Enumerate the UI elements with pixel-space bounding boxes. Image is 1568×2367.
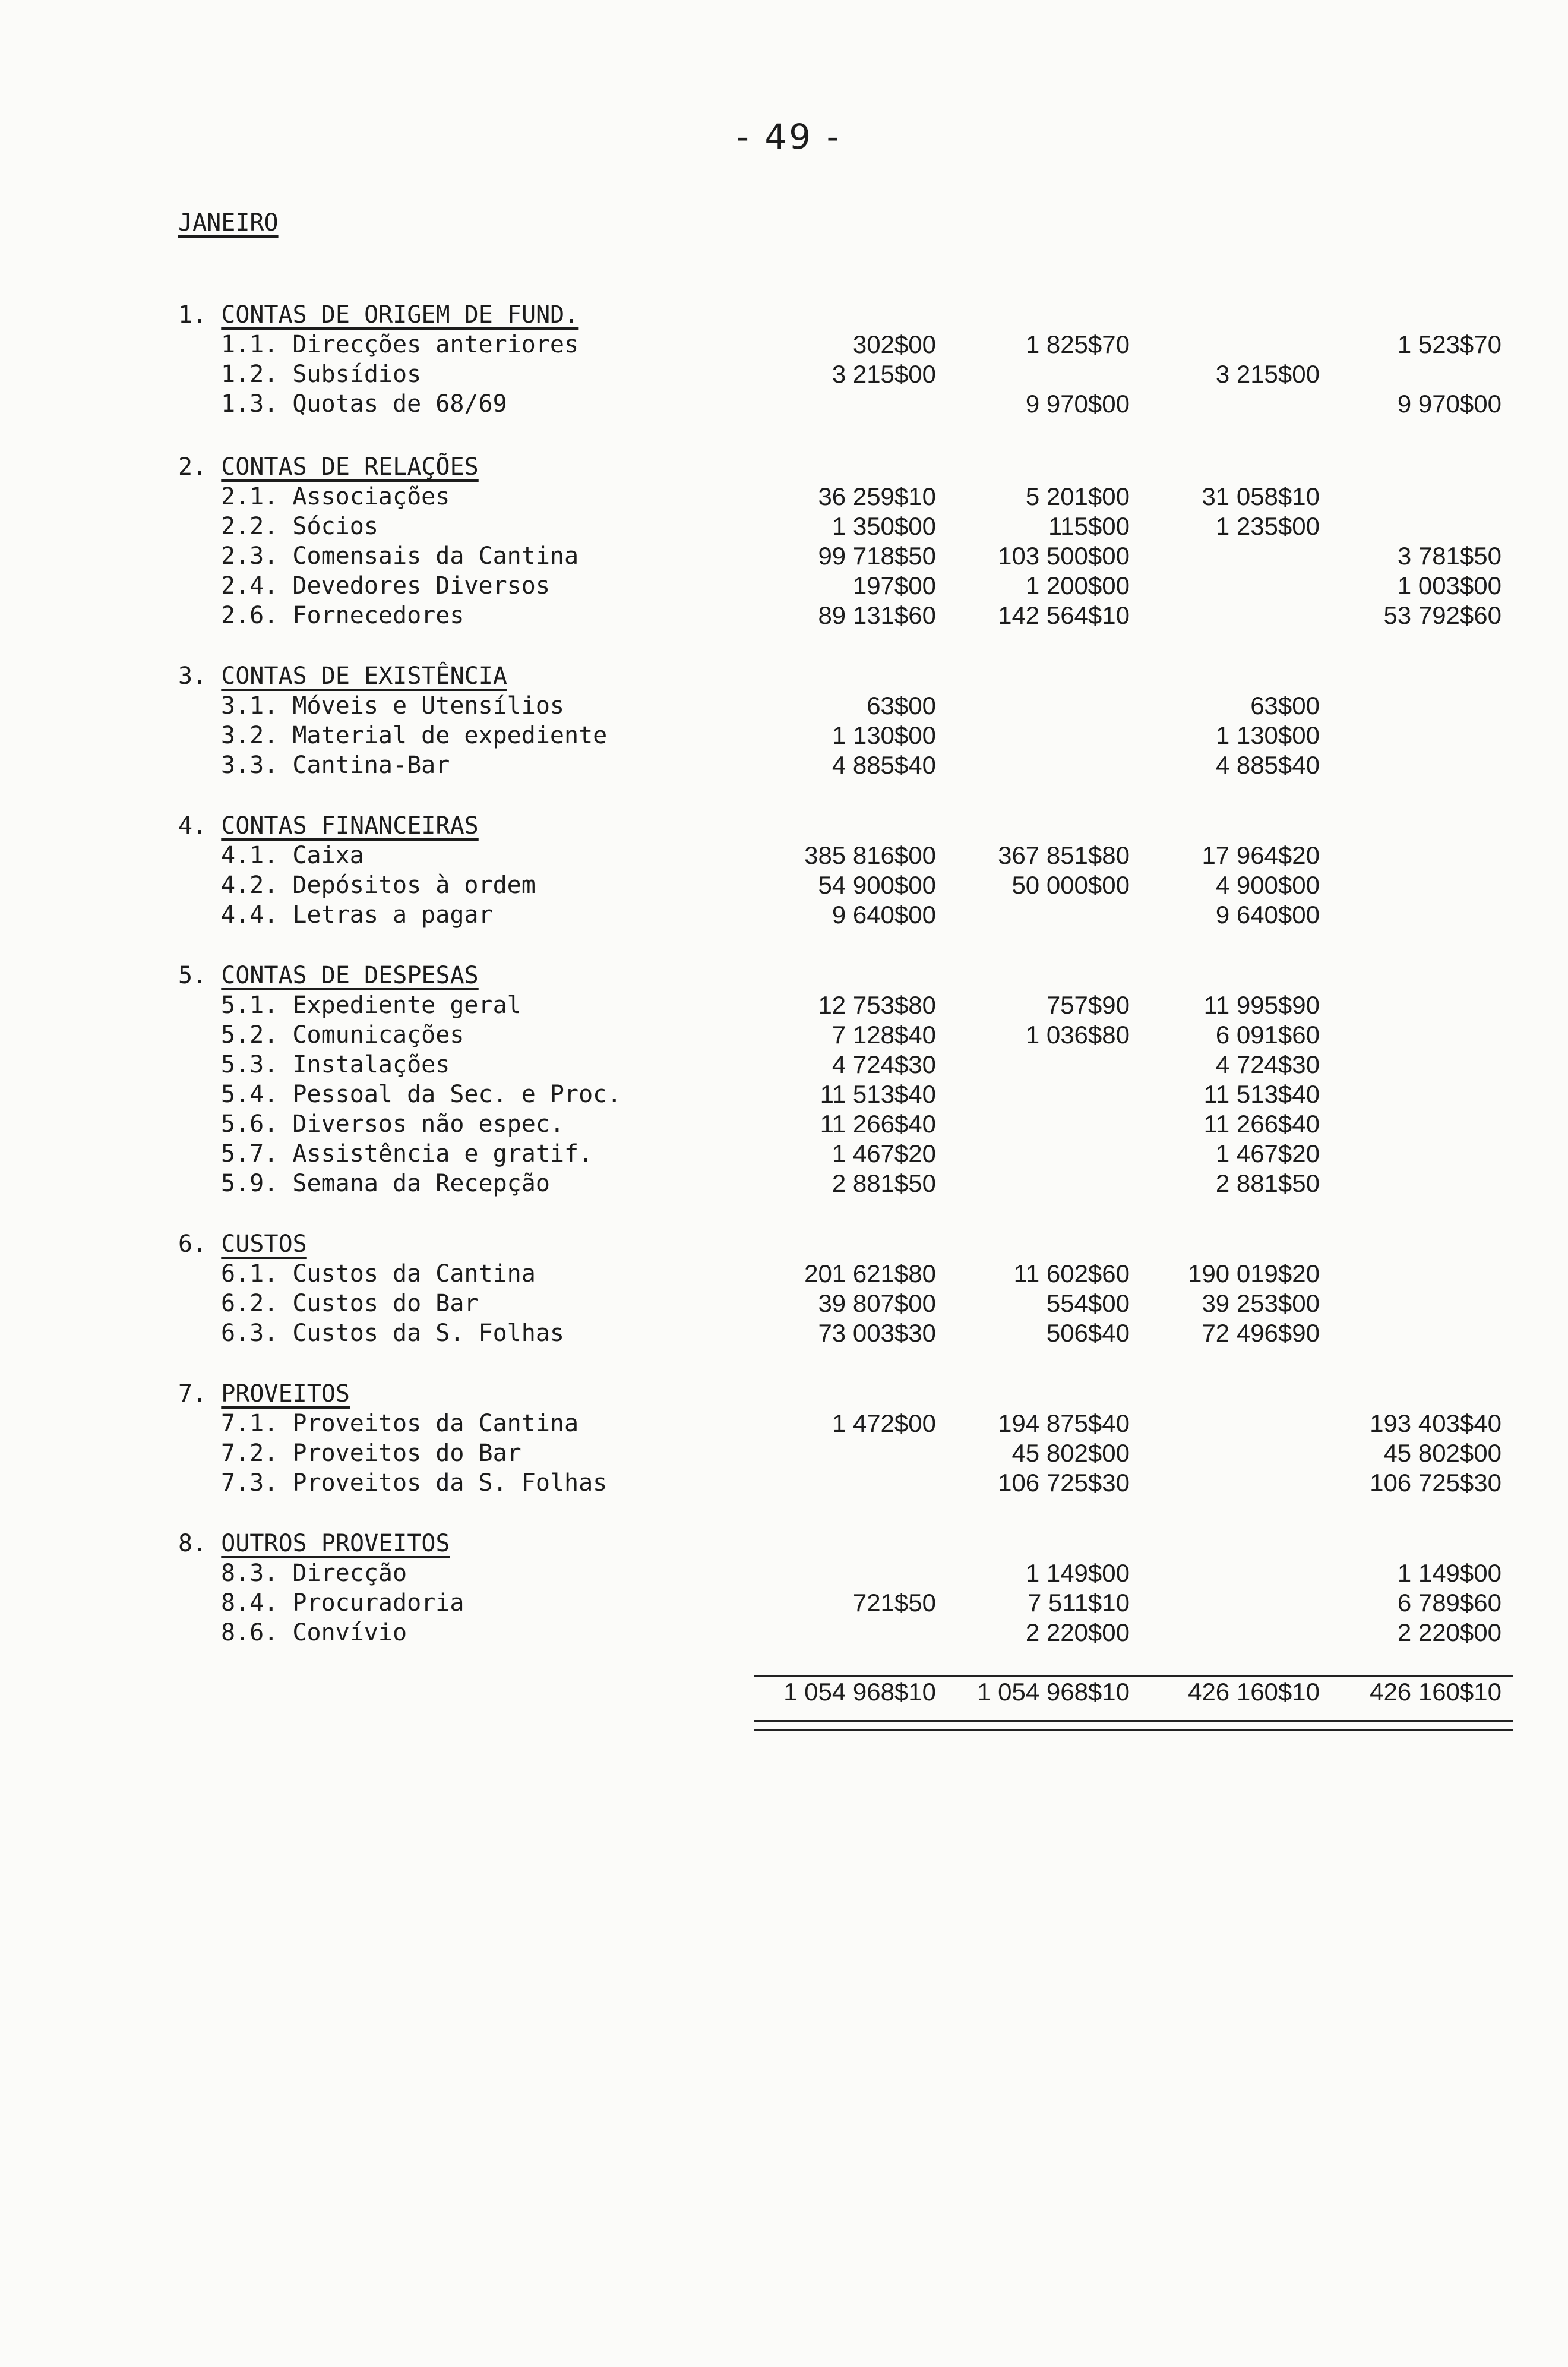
total-double-rule-2 xyxy=(754,1729,1513,1731)
month-heading: JANEIRO xyxy=(178,209,279,236)
amount-column-3: 4 885$40 xyxy=(1215,751,1320,779)
account-name: Proveitos da S. Folhas xyxy=(292,1469,608,1497)
account-code: 7.3. xyxy=(221,1469,279,1497)
section-heading xyxy=(178,960,479,991)
section-title: PROVEITOS xyxy=(221,1380,350,1407)
account-code: 5.4. xyxy=(221,1081,279,1108)
account-code: 7.1. xyxy=(221,1410,279,1437)
account-name: Direcção xyxy=(292,1560,407,1587)
section-row xyxy=(0,661,1568,692)
section-number: 6. xyxy=(178,1230,207,1258)
account-label xyxy=(221,1020,464,1050)
section-heading xyxy=(178,452,479,482)
ledger-row xyxy=(0,1168,1568,1199)
account-name: Quotas de 68/69 xyxy=(292,390,507,418)
section-row xyxy=(0,960,1568,991)
section-heading xyxy=(178,810,479,841)
amount-column-2: 9 970$00 xyxy=(1025,390,1130,418)
amount-column-3: 3 215$00 xyxy=(1215,360,1320,388)
amount-column-2: 103 500$00 xyxy=(998,542,1130,570)
amount-column-4: 9 970$00 xyxy=(1397,390,1501,418)
account-name: Caixa xyxy=(292,842,364,869)
amount-column-1: 1 467$20 xyxy=(832,1140,936,1167)
account-name: Letras a pagar xyxy=(292,901,493,929)
total-column-3: 426 160$10 xyxy=(1188,1678,1320,1706)
amount-column-1: 4 885$40 xyxy=(832,751,936,779)
account-code: 3.1. xyxy=(221,692,279,719)
account-name: Móveis e Utensílios xyxy=(292,692,564,719)
amount-column-1: 721$50 xyxy=(852,1589,936,1617)
amount-column-1: 73 003$30 xyxy=(818,1319,936,1347)
amount-column-3: 2 881$50 xyxy=(1215,1169,1320,1197)
account-name: Associações xyxy=(292,483,450,510)
amount-column-2: 45 802$00 xyxy=(1011,1439,1130,1467)
account-name: Custos da S. Folhas xyxy=(292,1320,564,1347)
account-name: Diversos não espec. xyxy=(292,1110,564,1138)
ledger-row xyxy=(0,1558,1568,1589)
amount-column-2: 115$00 xyxy=(1048,512,1130,540)
ledger-row xyxy=(0,750,1568,781)
amount-column-3: 11 995$90 xyxy=(1203,991,1320,1019)
account-code: 1.3. xyxy=(221,390,279,418)
ledger-row xyxy=(0,840,1568,871)
account-code: 5.3. xyxy=(221,1051,279,1078)
account-name: Direcções anteriores xyxy=(292,331,579,358)
amount-column-3: 4 724$30 xyxy=(1215,1050,1320,1078)
account-name: Expediente geral xyxy=(292,992,521,1019)
amount-column-1: 4 724$30 xyxy=(832,1050,936,1078)
ledger-row xyxy=(0,690,1568,721)
amount-column-4: 3 781$50 xyxy=(1397,542,1501,570)
ledger-row xyxy=(0,1588,1568,1618)
account-label xyxy=(221,1558,407,1589)
amount-column-4: 1 149$00 xyxy=(1397,1559,1501,1587)
account-name: Instalações xyxy=(292,1051,450,1078)
amount-column-3: 1 235$00 xyxy=(1215,512,1320,540)
account-code: 8.3. xyxy=(221,1560,279,1587)
account-label xyxy=(221,481,450,512)
amount-column-1: 89 131$60 xyxy=(818,601,936,629)
amount-column-1: 11 513$40 xyxy=(820,1080,936,1108)
amount-column-3: 4 900$00 xyxy=(1215,871,1320,899)
amount-column-4: 45 802$00 xyxy=(1383,1439,1501,1467)
ledger-row xyxy=(0,720,1568,751)
account-code: 5.7. xyxy=(221,1140,279,1167)
account-name: Sócios xyxy=(292,513,378,540)
section-title: CUSTOS xyxy=(221,1230,307,1258)
section-heading xyxy=(178,1229,307,1260)
account-name: Convívio xyxy=(292,1619,407,1646)
amount-column-3: 11 513$40 xyxy=(1203,1080,1320,1108)
account-code: 1.1. xyxy=(221,331,279,358)
amount-column-1: 1 350$00 xyxy=(832,512,936,540)
section-number: 2. xyxy=(178,453,207,481)
account-label xyxy=(221,1318,564,1349)
ledger-row xyxy=(0,1318,1568,1349)
ledger-row xyxy=(0,870,1568,901)
account-name: Material de expediente xyxy=(292,722,608,749)
amount-column-1: 11 266$40 xyxy=(820,1110,936,1138)
amount-column-2: 194 875$40 xyxy=(998,1409,1130,1437)
account-name: Devedores Diversos xyxy=(292,572,550,599)
amount-column-3: 39 253$00 xyxy=(1202,1289,1320,1317)
amount-column-2: 5 201$00 xyxy=(1025,482,1130,510)
account-code: 7.2. xyxy=(221,1440,279,1467)
amount-column-1: 99 718$50 xyxy=(818,542,936,570)
amount-column-1: 302$00 xyxy=(852,330,936,358)
amount-column-4: 1 523$70 xyxy=(1397,330,1501,358)
amount-column-1: 3 215$00 xyxy=(832,360,936,388)
account-label xyxy=(221,329,578,360)
section-row xyxy=(0,1528,1568,1559)
section-number: 7. xyxy=(178,1380,207,1407)
section-number: 4. xyxy=(178,812,207,840)
amount-column-2: 506$40 xyxy=(1046,1319,1130,1347)
account-name: Proveitos do Bar xyxy=(292,1440,521,1467)
account-name: Custos do Bar xyxy=(292,1290,479,1317)
ledger-row xyxy=(0,570,1568,601)
account-name: Cantina-Bar xyxy=(292,752,450,779)
ledger-row xyxy=(0,1467,1568,1498)
amount-column-1: 385 816$00 xyxy=(804,841,936,869)
amount-column-1: 1 472$00 xyxy=(832,1409,936,1437)
account-name: Comunicações xyxy=(292,1021,464,1049)
amount-column-3: 1 467$20 xyxy=(1215,1140,1320,1167)
account-code: 3.2. xyxy=(221,722,279,749)
account-code: 4.2. xyxy=(221,872,279,899)
section-heading xyxy=(178,1378,350,1409)
section-row xyxy=(0,1378,1568,1409)
section-heading xyxy=(178,661,507,692)
account-code: 3.3. xyxy=(221,752,279,779)
account-code: 5.1. xyxy=(221,992,279,1019)
ledger-row xyxy=(0,1138,1568,1169)
account-label xyxy=(221,1408,578,1439)
ledger-row xyxy=(0,990,1568,1021)
account-code: 6.2. xyxy=(221,1290,279,1317)
amount-column-2: 1 149$00 xyxy=(1025,1559,1130,1587)
ledger-row xyxy=(0,1020,1568,1050)
ledger-row xyxy=(0,900,1568,930)
amount-column-1: 54 900$00 xyxy=(818,871,936,899)
ledger-row xyxy=(0,541,1568,572)
amount-column-1: 201 621$80 xyxy=(804,1260,936,1287)
account-label xyxy=(221,1138,593,1169)
amount-column-1: 36 259$10 xyxy=(818,482,936,510)
totals-row xyxy=(0,1677,1568,1708)
amount-column-3: 9 640$00 xyxy=(1215,901,1320,929)
account-code: 6.1. xyxy=(221,1260,279,1287)
amount-column-2: 2 220$00 xyxy=(1025,1618,1130,1646)
amount-column-3: 31 058$10 xyxy=(1202,482,1320,510)
account-label xyxy=(221,1049,450,1080)
amount-column-3: 11 266$40 xyxy=(1203,1110,1320,1138)
total-column-2: 1 054 968$10 xyxy=(977,1678,1130,1706)
account-label xyxy=(221,690,564,721)
account-code: 2.3. xyxy=(221,542,279,570)
section-number: 3. xyxy=(178,662,207,690)
section-title: CONTAS FINANCEIRAS xyxy=(221,812,479,840)
amount-column-2: 50 000$00 xyxy=(1011,871,1130,899)
section-title: CONTAS DE RELAÇÕES xyxy=(221,453,479,481)
account-name: Custos da Cantina xyxy=(292,1260,536,1287)
account-name: Assistência e gratif. xyxy=(292,1140,593,1167)
amount-column-4: 53 792$60 xyxy=(1383,601,1501,629)
account-label xyxy=(221,1168,550,1199)
ledger-row xyxy=(0,1258,1568,1289)
account-code: 4.1. xyxy=(221,842,279,869)
page-number: - 49 - xyxy=(736,116,842,157)
section-row xyxy=(0,810,1568,841)
ledger-row xyxy=(0,600,1568,631)
amount-column-2: 142 564$10 xyxy=(998,601,1130,629)
ledger-row xyxy=(0,1617,1568,1648)
account-label xyxy=(221,990,521,1021)
ledger-row xyxy=(0,359,1568,390)
account-code: 2.4. xyxy=(221,572,279,599)
amount-column-2: 1 036$80 xyxy=(1025,1021,1130,1049)
ledger-row xyxy=(0,511,1568,542)
amount-column-4: 2 220$00 xyxy=(1397,1618,1501,1646)
account-label xyxy=(221,840,364,871)
section-heading xyxy=(178,1528,450,1559)
account-code: 5.9. xyxy=(221,1170,279,1197)
ledger-row xyxy=(0,389,1568,419)
amount-column-2: 1 200$00 xyxy=(1025,572,1130,599)
total-double-rule-1 xyxy=(754,1720,1513,1722)
amount-column-2: 1 825$70 xyxy=(1025,330,1130,358)
account-code: 6.3. xyxy=(221,1320,279,1347)
account-label xyxy=(221,1258,536,1289)
ledger-row xyxy=(0,1288,1568,1319)
account-label xyxy=(221,359,421,390)
account-name: Semana da Recepção xyxy=(292,1170,550,1197)
account-code: 1.2. xyxy=(221,361,279,388)
section-number: 5. xyxy=(178,962,207,989)
account-name: Fornecedores xyxy=(292,602,464,629)
account-code: 8.4. xyxy=(221,1589,279,1617)
ledger-row xyxy=(0,1438,1568,1469)
total-column-1: 1 054 968$10 xyxy=(783,1678,936,1706)
account-code: 2.6. xyxy=(221,602,279,629)
account-name: Procuradoria xyxy=(292,1589,464,1617)
amount-column-2: 367 851$80 xyxy=(998,841,1130,869)
amount-column-2: 11 602$60 xyxy=(1013,1260,1130,1287)
account-code: 5.2. xyxy=(221,1021,279,1049)
account-name: Subsídios xyxy=(292,361,422,388)
ledger-row xyxy=(0,1079,1568,1110)
ledger-row xyxy=(0,481,1568,512)
account-label xyxy=(221,900,493,930)
amount-column-3: 17 964$20 xyxy=(1202,841,1320,869)
amount-column-1: 197$00 xyxy=(852,572,936,599)
amount-column-3: 1 130$00 xyxy=(1215,721,1320,749)
account-code: 4.4. xyxy=(221,901,279,929)
section-title: CONTAS DE DESPESAS xyxy=(221,962,479,989)
amount-column-1: 1 130$00 xyxy=(832,721,936,749)
ledger-row xyxy=(0,1408,1568,1439)
account-code: 2.1. xyxy=(221,483,279,510)
ledger-row xyxy=(0,1049,1568,1080)
account-label xyxy=(221,1438,521,1469)
account-name: Proveitos da Cantina xyxy=(292,1410,579,1437)
ledger-row xyxy=(0,329,1568,360)
amount-column-3: 72 496$90 xyxy=(1202,1319,1320,1347)
account-name: Pessoal da Sec. e Proc. xyxy=(292,1081,622,1108)
account-label xyxy=(221,1109,564,1140)
amount-column-1: 2 881$50 xyxy=(832,1169,936,1197)
amount-column-2: 7 511$10 xyxy=(1027,1589,1130,1617)
account-label xyxy=(221,1588,464,1618)
account-label xyxy=(221,720,607,751)
section-row xyxy=(0,452,1568,482)
amount-column-4: 106 725$30 xyxy=(1370,1469,1501,1497)
section-title: OUTROS PROVEITOS xyxy=(221,1530,450,1557)
amount-column-4: 1 003$00 xyxy=(1397,572,1501,599)
amount-column-1: 12 753$80 xyxy=(818,991,936,1019)
account-label xyxy=(221,570,550,601)
amount-column-1: 63$00 xyxy=(867,692,936,719)
account-label xyxy=(221,600,464,631)
account-name: Comensais da Cantina xyxy=(292,542,579,570)
amount-column-3: 190 019$20 xyxy=(1188,1260,1320,1287)
amount-column-1: 9 640$00 xyxy=(832,901,936,929)
account-label xyxy=(221,1288,479,1319)
account-label xyxy=(221,1617,407,1648)
amount-column-4: 193 403$40 xyxy=(1370,1409,1501,1437)
section-title: CONTAS DE ORIGEM DE FUND. xyxy=(221,301,579,329)
account-label xyxy=(221,750,450,781)
section-row xyxy=(0,1229,1568,1260)
account-code: 2.2. xyxy=(221,513,279,540)
account-label xyxy=(221,1079,621,1110)
account-label xyxy=(221,541,578,572)
amount-column-1: 39 807$00 xyxy=(818,1289,936,1317)
account-name: Depósitos à ordem xyxy=(292,872,536,899)
amount-column-3: 6 091$60 xyxy=(1215,1021,1320,1049)
amount-column-3: 63$00 xyxy=(1250,692,1320,719)
section-number: 8. xyxy=(178,1530,207,1557)
section-title: CONTAS DE EXISTÊNCIA xyxy=(221,662,507,690)
account-label xyxy=(221,1467,607,1498)
account-label xyxy=(221,511,378,542)
section-number: 1. xyxy=(178,301,207,329)
amount-column-1: 7 128$40 xyxy=(832,1021,936,1049)
amount-column-4: 6 789$60 xyxy=(1397,1589,1501,1617)
ledger-row xyxy=(0,1109,1568,1140)
section-heading xyxy=(178,299,578,330)
account-label xyxy=(221,389,507,419)
account-label xyxy=(221,870,536,901)
amount-column-2: 554$00 xyxy=(1046,1289,1130,1317)
amount-column-2: 757$90 xyxy=(1046,991,1130,1019)
total-column-4: 426 160$10 xyxy=(1370,1678,1501,1706)
amount-column-2: 106 725$30 xyxy=(998,1469,1130,1497)
account-code: 8.6. xyxy=(221,1619,279,1646)
account-code: 5.6. xyxy=(221,1110,279,1138)
section-row xyxy=(0,299,1568,330)
